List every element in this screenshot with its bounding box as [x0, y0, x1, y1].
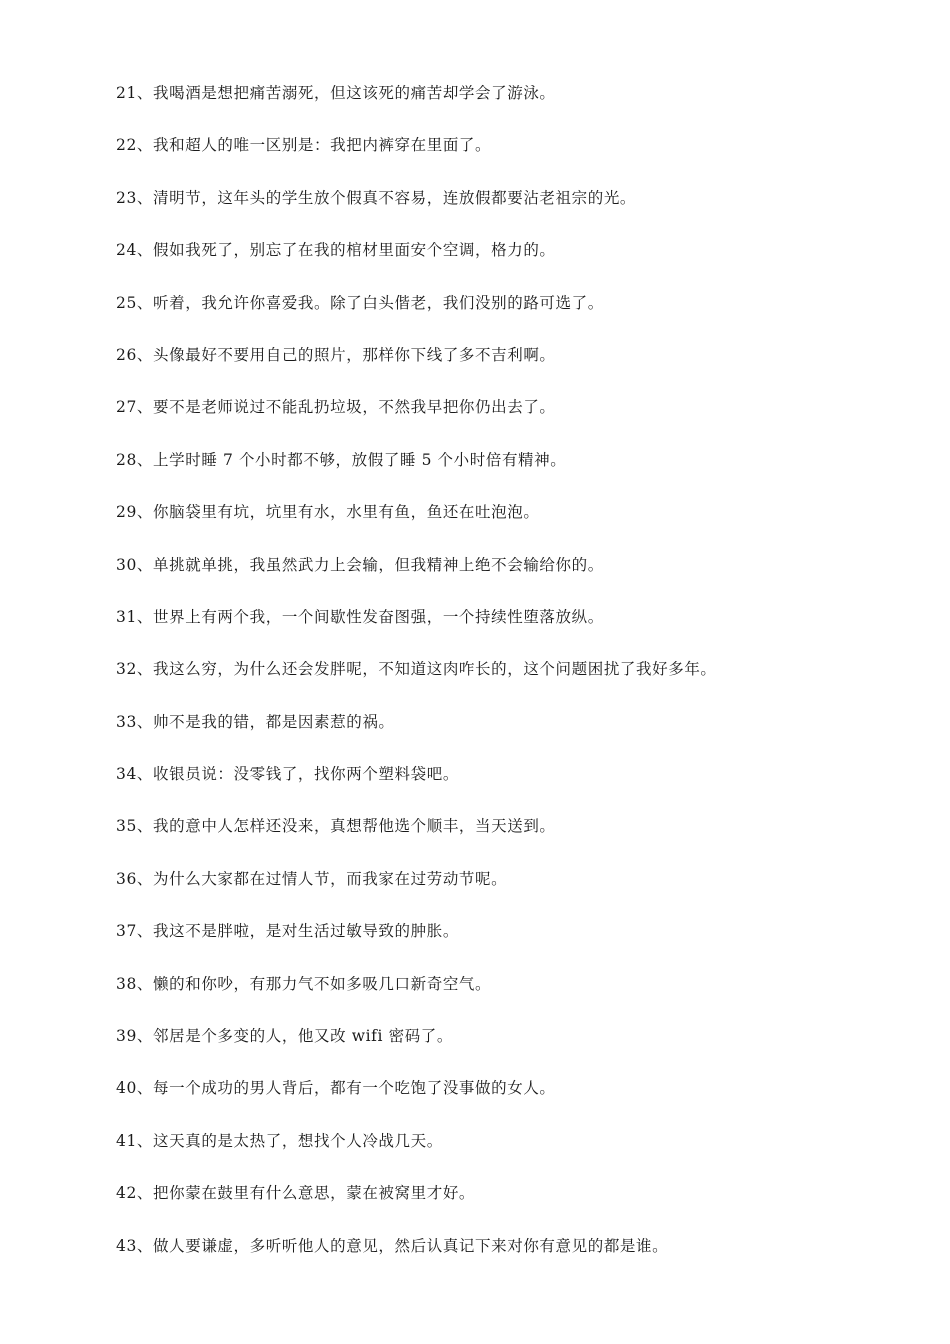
list-item: 37、我这不是胖啦，是对生活过敏导致的肿胀。 [116, 922, 459, 941]
list-item: 29、你脑袋里有坑，坑里有水，水里有鱼，鱼还在吐泡泡。 [116, 503, 540, 522]
list-item: 30、单挑就单挑，我虽然武力上会输，但我精神上绝不会输给你的。 [116, 555, 604, 574]
list-item: 39、邻居是个多变的人，他又改 wifi 密码了。 [116, 1027, 453, 1046]
list-item: 40、每一个成功的男人背后，都有一个吃饱了没事做的女人。 [116, 1079, 556, 1098]
list-item: 42、把你蒙在鼓里有什么意思，蒙在被窝里才好。 [116, 1184, 476, 1203]
list-item: 25、听着，我允许你喜爱我。除了白头偕老，我们没别的路可选了。 [116, 293, 604, 312]
list-item: 41、这天真的是太热了，想找个人冷战几天。 [116, 1131, 443, 1150]
list-item: 43、做人要谦虚，多听听他人的意见，然后认真记下来对你有意见的都是谁。 [116, 1236, 669, 1255]
joke-list [116, 80, 916, 1285]
list-item: 36、为什么大家都在过情人节，而我家在过劳动节呢。 [116, 869, 508, 888]
list-item: 22、我和超人的唯一区别是：我把内裤穿在里面了。 [116, 136, 492, 155]
list-item: 26、头像最好不要用自己的照片，那样你下线了多不吉利啊。 [116, 345, 556, 364]
list-item: 24、假如我死了，别忘了在我的棺材里面安个空调，格力的。 [116, 241, 556, 260]
list-item: 28、上学时睡 7 个小时都不够，放假了睡 5 个小时倍有精神。 [116, 450, 567, 469]
list-item: 21、我喝酒是想把痛苦溺死，但这该死的痛苦却学会了游泳。 [116, 84, 556, 102]
list-item: 38、懒的和你吵，有那力气不如多吸几口新奇空气。 [116, 974, 492, 993]
list-item: 31、世界上有两个我，一个间歇性发奋图强，一个持续性堕落放纵。 [116, 607, 604, 626]
list-item: 27、要不是老师说过不能乱扔垃圾，不然我早把你仍出去了。 [116, 398, 556, 417]
list-item: 33、帅不是我的错，都是因素惹的祸。 [116, 712, 395, 731]
list-item: 34、收银员说：没零钱了，找你两个塑料袋吧。 [116, 765, 459, 784]
list-item: 35、我的意中人怎样还没来，真想帮他选个顺丰，当天送到。 [116, 817, 556, 836]
list-item: 23、清明节，这年头的学生放个假真不容易，连放假都要沾老祖宗的光。 [116, 188, 637, 207]
list-item: 32、我这么穷，为什么还会发胖呢，不知道这肉咋长的，这个问题困扰了我好多年。 [116, 660, 717, 679]
